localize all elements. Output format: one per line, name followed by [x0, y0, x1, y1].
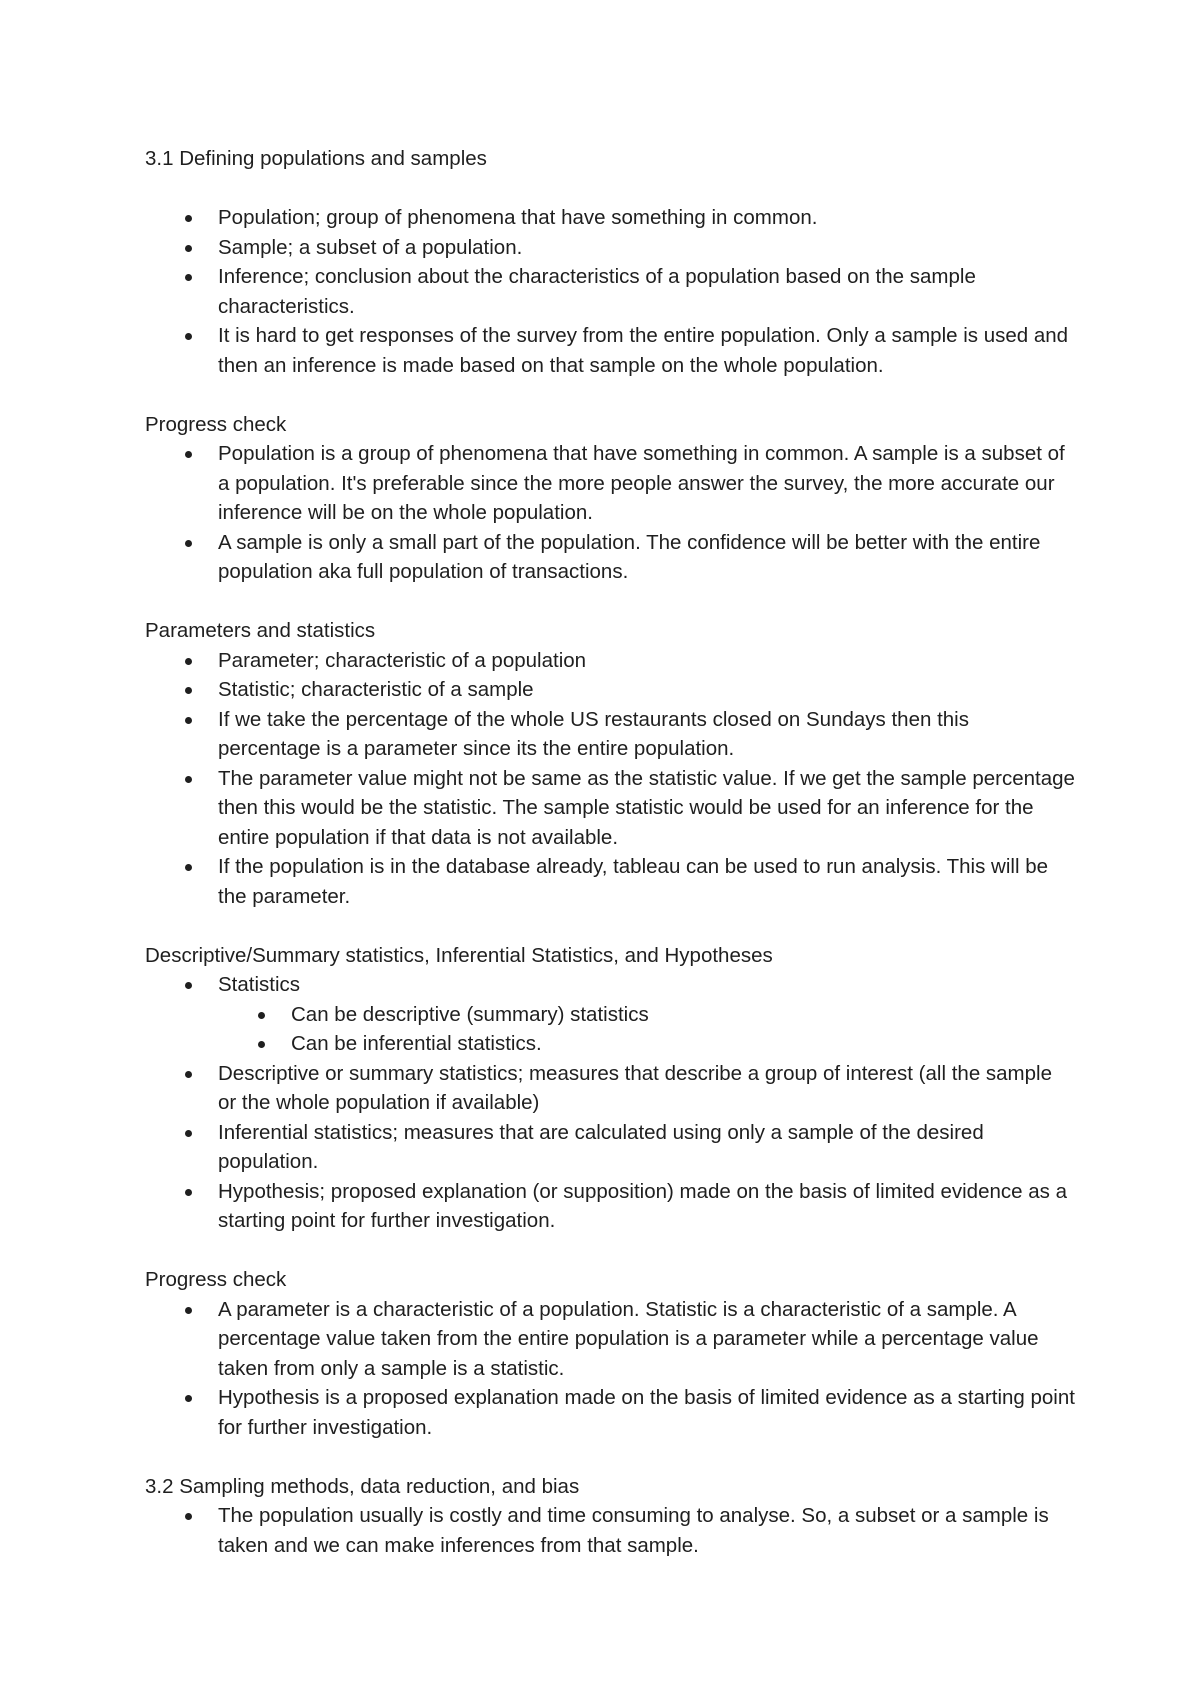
list-item: Hypothesis; proposed explanation (or supposition) made on the basis of limited evidence as a starting point for further investigation. — [145, 1177, 1075, 1236]
section-parameters-statistics — [145, 616, 1075, 911]
section-progress-check-1 — [145, 410, 1075, 587]
list-item: A parameter is a characteristic of a population. Statistic is a characteristic of a sample. A percentage value taken from the entire population is a parameter while a percentage value taken from only a sample is a statistic. — [145, 1295, 1075, 1384]
section-sampling-methods — [145, 1472, 1075, 1561]
sub-list-item: Can be inferential statistics. — [218, 1029, 1075, 1059]
bullet-list — [145, 646, 1075, 912]
section-heading: Parameters and statistics — [145, 619, 376, 642]
section-defining-populations — [145, 144, 1075, 380]
list-item: If we take the percentage of the whole US restaurants closed on Sundays then this percentage is a parameter since its the entire population. — [145, 705, 1075, 764]
sub-list-item: Can be descriptive (summary) statistics — [218, 1000, 1075, 1030]
list-item: Hypothesis is a proposed explanation made on the basis of limited evidence as a starting point for further investigation. — [145, 1383, 1075, 1442]
list-item: Population; group of phenomena that have something in common. — [145, 203, 1075, 233]
list-item: Inference; conclusion about the characteristics of a population based on the sample characteristics. — [145, 262, 1075, 321]
list-item: It is hard to get responses of the survey from the entire population. Only a sample is used and then an inference is made based on that sample on the whole population. — [145, 321, 1075, 380]
list-item: Statistic; characteristic of a sample — [145, 675, 1075, 705]
sub-bullet-list — [218, 1000, 1075, 1059]
list-item-label: Statistics — [218, 973, 301, 996]
section-heading: Descriptive/Summary statistics, Inferential Statistics, and Hypotheses — [145, 943, 773, 967]
list-item: Parameter; characteristic of a population — [145, 646, 1075, 676]
section-heading: Progress check — [145, 412, 287, 436]
list-item: A sample is only a small part of the population. The confidence will be better with the entire population aka full population of transactions. — [145, 528, 1075, 587]
list-item: Inferential statistics; measures that are calculated using only a sample of the desired population. — [145, 1118, 1075, 1177]
list-item: The parameter value might not be same as the statistic value. If we get the sample percentage then this would be the statistic. The sample statistic would be used for an inference for the entire population if that data is not available. — [145, 764, 1075, 853]
bullet-list — [145, 1501, 1075, 1560]
section-heading: Progress check — [145, 1268, 287, 1291]
bullet-list — [145, 970, 1075, 1236]
section-heading: 3.2 Sampling methods, data reduction, and bias — [145, 1474, 580, 1498]
document-content — [145, 144, 1075, 1560]
section-descriptive-inferential — [145, 941, 1075, 1236]
list-item: Descriptive or summary statistics; measures that describe a group of interest (all the sample or the whole population if available) — [145, 1059, 1075, 1118]
bullet-list — [145, 439, 1075, 587]
section-progress-check-2 — [145, 1265, 1075, 1442]
list-item-statistics — [145, 970, 1075, 1059]
section-heading: 3.1 Defining populations and samples — [145, 147, 487, 170]
bullet-list — [145, 1295, 1075, 1443]
list-item: Population is a group of phenomena that have something in common. A sample is a subset of a population. It's preferable since the more people answer the survey, the more accurate our inference will be on the whole population. — [145, 439, 1075, 528]
bullet-list — [145, 203, 1075, 380]
list-item: The population usually is costly and time consuming to analyse. So, a subset or a sample is taken and we can make inferences from that sample. — [145, 1501, 1075, 1560]
list-item: Sample; a subset of a population. — [145, 233, 1075, 263]
list-item: If the population is in the database already, tableau can be used to run analysis. This will be the parameter. — [145, 852, 1075, 911]
